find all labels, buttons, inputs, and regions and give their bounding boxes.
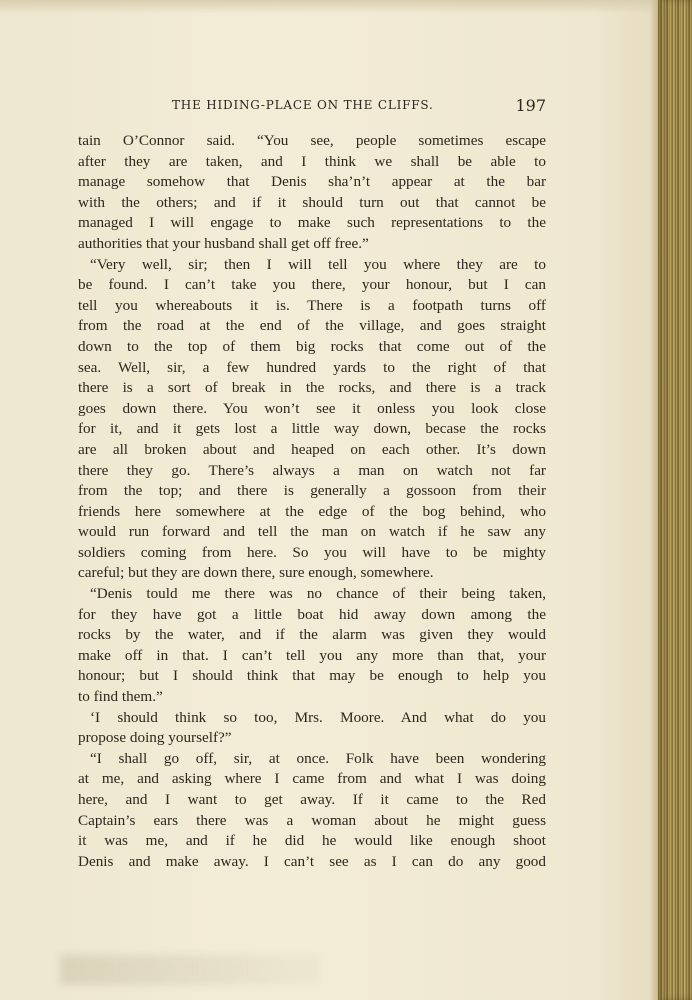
text-line: at me, and asking where I came from and what I was doing xyxy=(78,770,546,788)
text-line: from the top; and there is generally a gossoon from their xyxy=(78,482,546,500)
text-line: there they go. There’s always a man on watch not far xyxy=(78,461,546,479)
text-line: rocks by the water, and if the alarm was given they would xyxy=(78,626,546,644)
page-smudge xyxy=(60,955,320,985)
page-number: 197 xyxy=(515,96,546,115)
text-line: Denis and make away. I can’t see as I can do any good xyxy=(78,852,546,870)
text-line: are all broken about and heaped on each other. It’s down xyxy=(78,440,546,458)
page-top-shadow xyxy=(0,0,660,14)
text-line: for it, and it gets lost a little way down, becase the rocks xyxy=(78,420,546,438)
text-line: “Very well, sir; then I will tell you where they are to xyxy=(90,255,546,273)
text-line: manage somehow that Denis sha’n’t appear at the bar xyxy=(78,173,546,191)
page-gutter-shadow xyxy=(650,0,658,1000)
text-line: with the others; and if it should turn out that cannot be xyxy=(78,193,546,211)
text-line: Captain’s ears there was a woman about he might guess xyxy=(78,811,546,829)
text-line: here, and I want to get away. If it came to the Red xyxy=(78,791,546,808)
text-line: would run forward and tell the man on watch if he saw any xyxy=(78,523,546,541)
text-line: down to the top of them big rocks that come out of the xyxy=(78,337,546,355)
body-text xyxy=(78,131,546,872)
text-line: careful; but they are down there, sure enough, somewhere. xyxy=(78,564,434,582)
book-spine-edge xyxy=(658,0,692,1000)
text-line: be found. I can’t take you there, your honour, but I can xyxy=(78,276,546,294)
text-line: to find them.” xyxy=(78,688,163,706)
text-line: managed I will engage to make such representations to the xyxy=(78,214,546,232)
page-header xyxy=(78,98,546,118)
text-line: propose doing yourself?” xyxy=(78,729,232,747)
text-line: soldiers coming from here. So you will have to be mighty xyxy=(78,543,546,561)
text-line: goes down there. You won’t see it onless you look close xyxy=(78,399,546,417)
text-line: authorities that your husband shall get off free.” xyxy=(78,234,369,252)
running-head: THE HIDING-PLACE ON THE CLIFFS. xyxy=(172,98,434,112)
text-line: ‘I should think so too, Mrs. Moore. And what do you xyxy=(90,708,546,726)
text-line: “I shall go off, sir, at once. Folk have been wondering xyxy=(90,749,546,767)
text-line: it was me, and if he did he would like enough shoot xyxy=(78,832,546,850)
text-line: honour; but I should think that may be enough to help you xyxy=(78,667,546,685)
text-line: friends here somewhere at the edge of the bog behind, who xyxy=(78,502,546,520)
text-line: make off in that. I can’t tell you any more than that, your xyxy=(78,646,546,664)
text-line: tain O’Connor said. “You see, people sometimes escape xyxy=(78,132,546,149)
text-line: after they are taken, and I think we shall be able to xyxy=(78,152,546,170)
text-line: from the road at the end of the village, and goes straight xyxy=(78,317,546,335)
text-line: for they have got a little boat hid away down among the xyxy=(78,605,546,623)
text-line: there is a sort of break in the rocks, and there is a track xyxy=(78,379,546,397)
text-line: “Denis tould me there was no chance of their being taken, xyxy=(90,585,546,603)
text-line: tell you whereabouts it is. There is a footpath turns off xyxy=(78,296,546,314)
text-line: sea. Well, sir, a few hundred yards to the right of that xyxy=(78,358,546,376)
